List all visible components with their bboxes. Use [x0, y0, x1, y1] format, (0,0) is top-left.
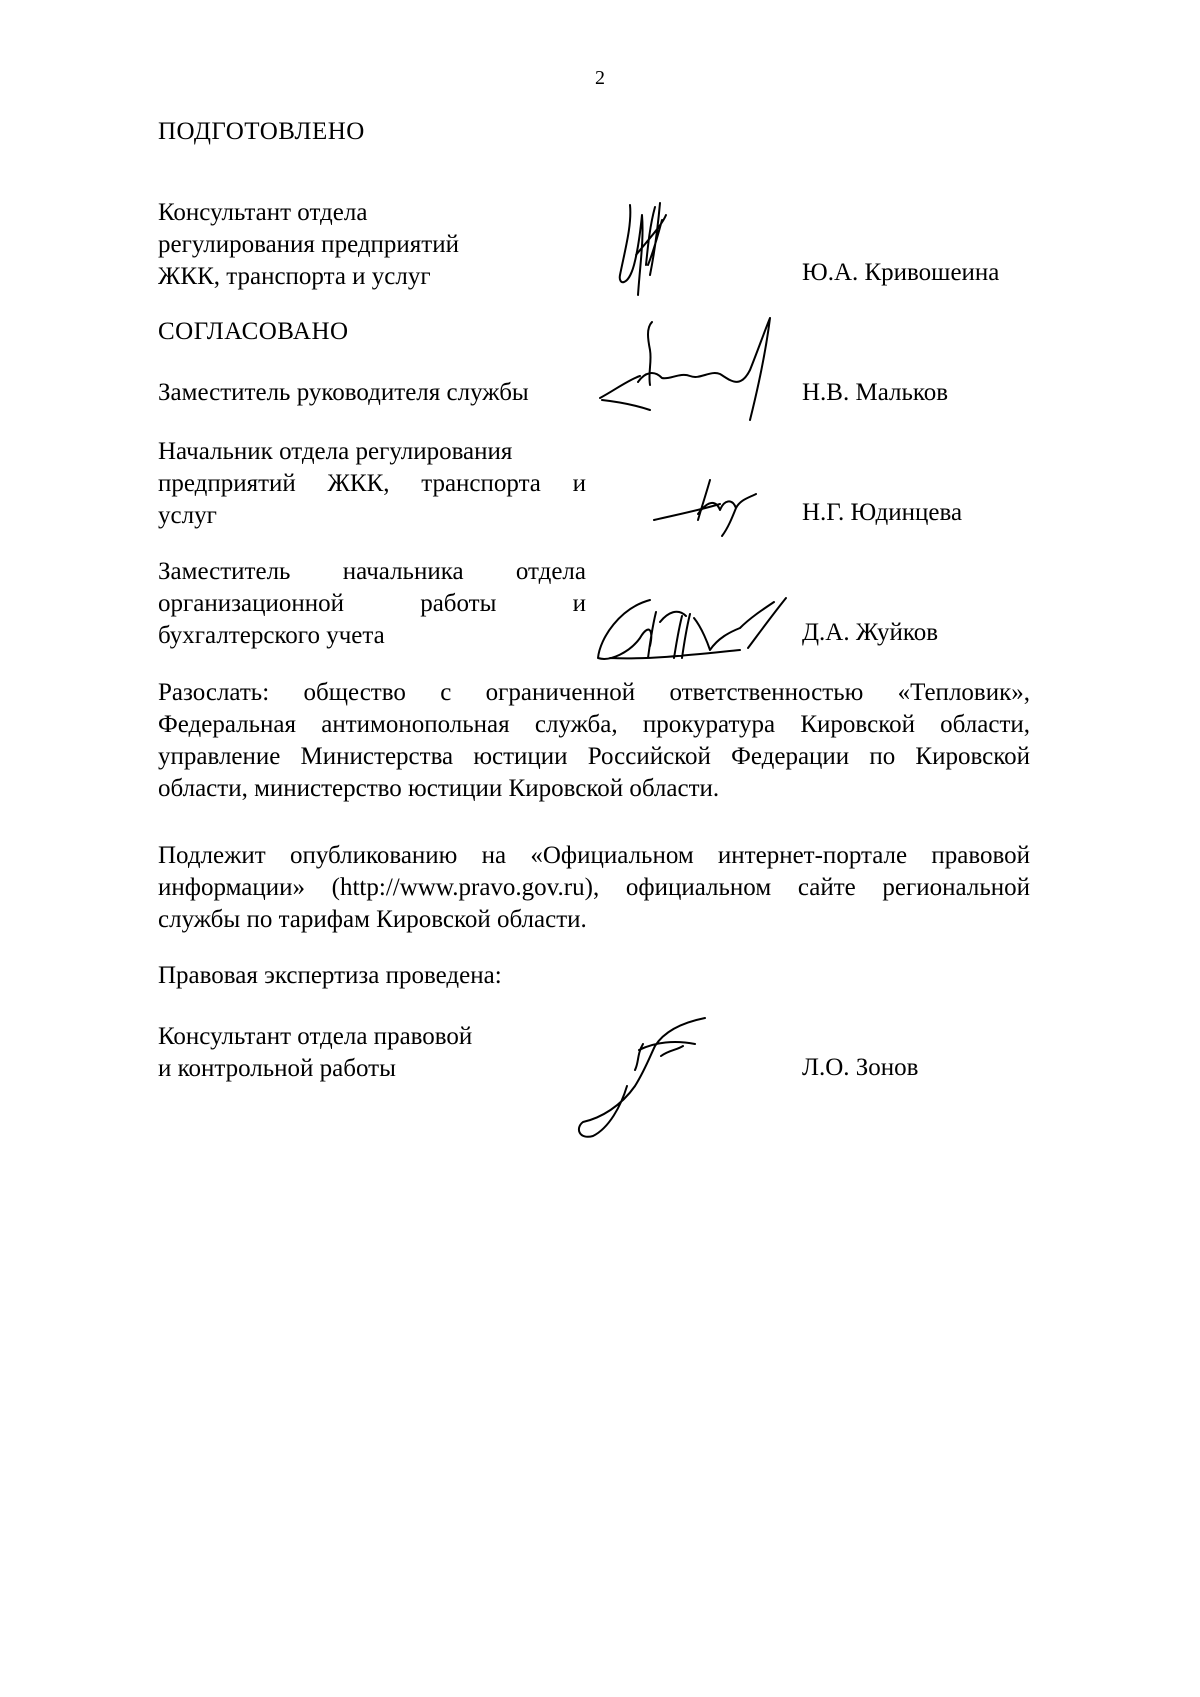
agreed-name-1: Н.В. Мальков [802, 379, 949, 406]
prepared-position-line: регулирования предприятий [158, 231, 459, 258]
agreed-position-1 [158, 377, 529, 409]
agreed-name-3: Д.А. Жуйков [802, 619, 939, 646]
agreed-name-2: Н.Г. Юдинцева [802, 499, 963, 526]
signature-zhuikov [590, 588, 800, 668]
agreed-position-line: Начальник отдела регулирования [158, 438, 513, 465]
agreed-position-line: Заместитель начальника отдела [158, 558, 586, 585]
agreed-position-2 [158, 436, 586, 532]
agreed-position-3 [158, 556, 586, 652]
distribution-line: Федеральная антимонопольная служба, прокуратура Кировской области, [158, 711, 1030, 738]
agreed-position-line: услуг [158, 502, 217, 529]
legal-review-name: Л.О. Зонов [802, 1054, 919, 1081]
prepared-position [158, 197, 459, 293]
prepared-position-line: ЖКК, транспорта и услуг [158, 263, 431, 290]
agreed-position-line: бухгалтерского учета [158, 622, 385, 649]
prepared-heading: ПОДГОТОВЛЕНО [158, 118, 365, 145]
agreed-position-line: Заместитель руководителя службы [158, 379, 529, 406]
distribution-line: области, министерство юстиции Кировской области. [158, 775, 720, 802]
legal-review-heading: Правовая экспертиза проведена: [158, 962, 502, 989]
legal-review-position [158, 1021, 472, 1085]
agreed-position-line: предприятий ЖКК, транспорта и [158, 470, 586, 497]
prepared-position-line: Консультант отдела [158, 199, 368, 226]
agreed-position-line: организационной работы и [158, 590, 586, 617]
distribution-line: Разослать: общество с ограниченной ответственностью «Тепловик», [158, 679, 1030, 706]
signature-kryvosheina [600, 195, 710, 305]
page-number: 2 [595, 67, 605, 89]
signature-yudintseva [650, 470, 770, 540]
signature-zonov [565, 1010, 725, 1150]
publication-line: службы по тарифам Кировской области. [158, 906, 587, 933]
publication-line: информации» (http://www.pravo.gov.ru), официальном сайте региональной [158, 874, 1030, 901]
distribution-line: управление Министерства юстиции Российской Федерации по Кировской [158, 743, 1030, 770]
distribution-list [158, 677, 1030, 805]
publication-note [158, 840, 1030, 936]
signature-malkov [590, 310, 790, 430]
publication-line: Подлежит опубликованию на «Официальном интернет-портале правовой [158, 842, 1030, 869]
agreed-heading: СОГЛАСОВАНО [158, 318, 349, 345]
legal-review-position-line: Консультант отдела правовой [158, 1023, 473, 1050]
legal-review-position-line: и контрольной работы [158, 1055, 396, 1082]
prepared-name: Ю.А. Кривошеина [802, 259, 1000, 286]
